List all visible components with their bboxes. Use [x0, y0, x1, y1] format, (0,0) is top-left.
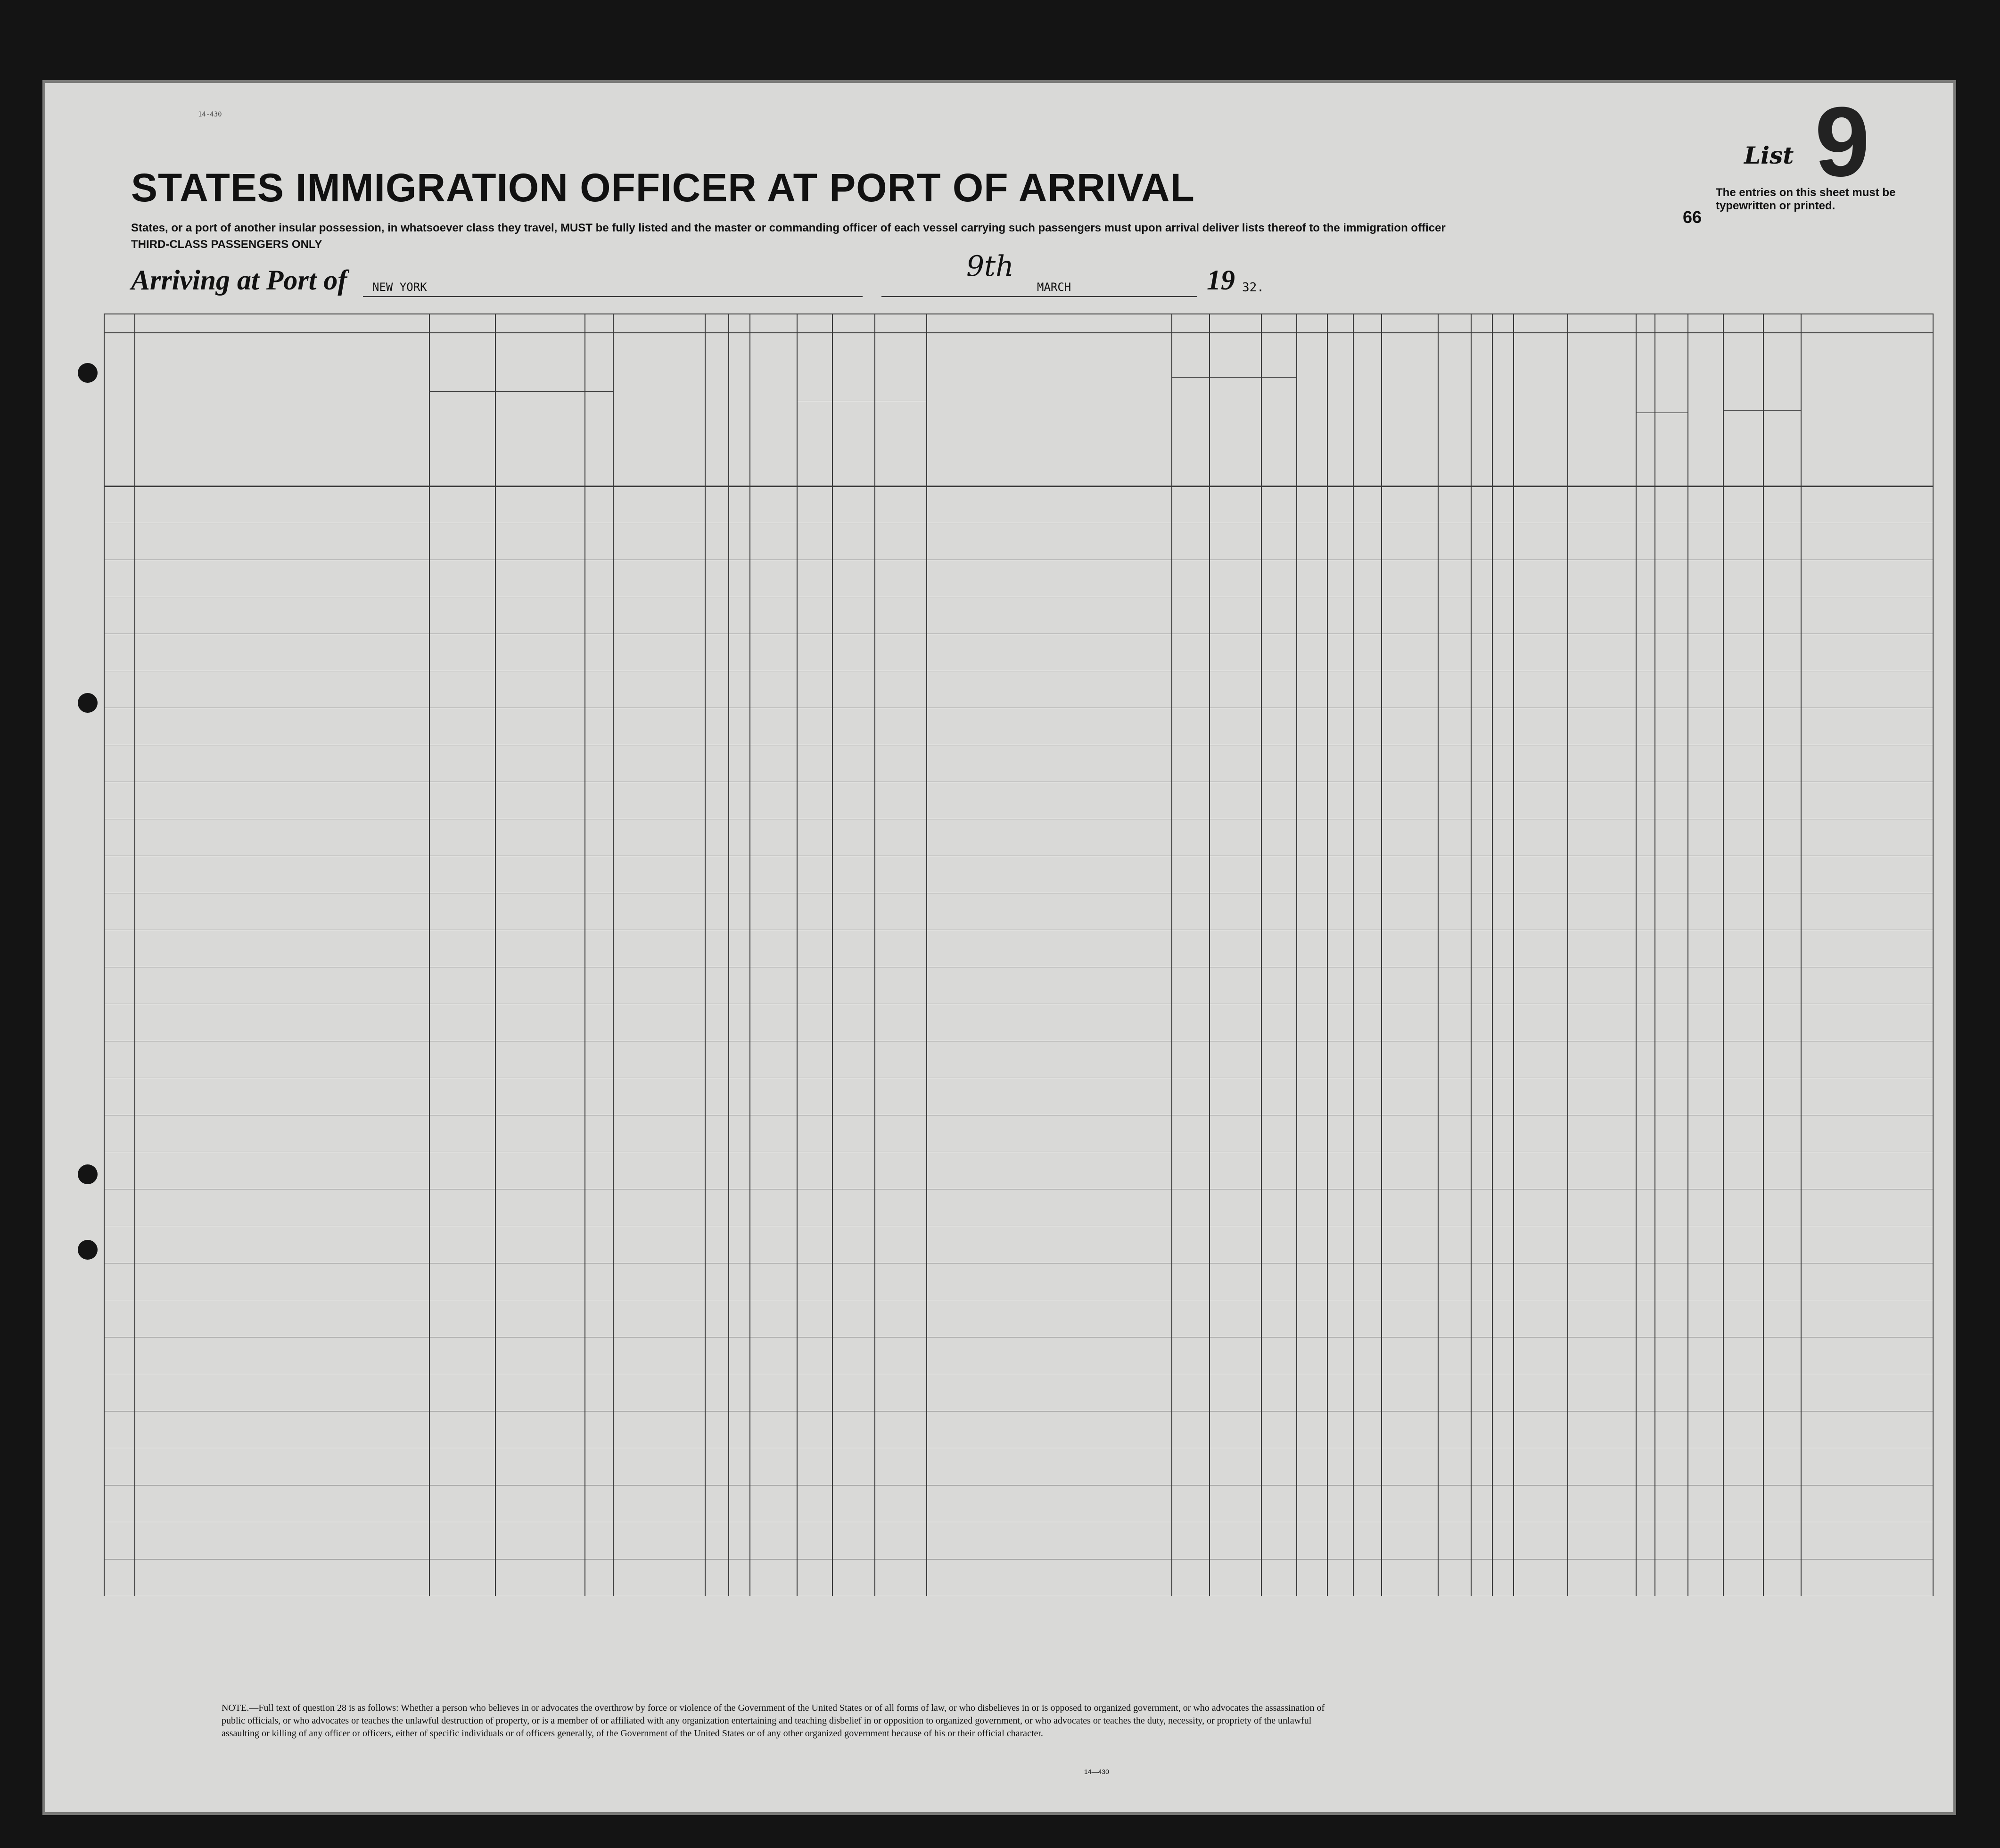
sub-rule: [1723, 410, 1801, 411]
column-rule: [1933, 314, 1934, 1596]
column-rule: [926, 314, 927, 1596]
day-value: 9th: [966, 250, 1014, 283]
column-rule: [1381, 314, 1382, 1596]
column-rule: [1763, 314, 1764, 1596]
column-rule: [1687, 314, 1688, 1596]
date-underline: [881, 296, 1197, 297]
column-rule: [1171, 314, 1172, 1596]
punch-hole: [78, 1240, 98, 1260]
column-rule: [1513, 314, 1514, 1596]
column-rule: [495, 314, 496, 1596]
column-number-rule: [104, 332, 1933, 333]
manifest-sheet: [42, 80, 1956, 1815]
port-value: NEW YORK: [372, 280, 427, 294]
sub-rule: [1171, 377, 1296, 378]
sub-rule: [495, 391, 613, 392]
column-rule: [134, 314, 135, 1596]
column-rule: [429, 314, 430, 1596]
column-rule: [1327, 314, 1328, 1596]
year-prefix: 19: [1207, 264, 1235, 296]
column-rule: [104, 314, 105, 1596]
column-rule: [705, 314, 706, 1596]
column-rule: [613, 314, 614, 1596]
column-rule: [1654, 314, 1655, 1596]
column-rule: [1801, 314, 1802, 1596]
footnote: NOTE.—Full text of question 28 is as follows: Whether a person who believes in or advocates the overthrow by force or violence of the Government of the United States or of all forms of law, or who disbelieves in or is opposed to organized government, or who advocates the assassination of public officials, or who advocates or teaches the unlawful destruction of property, or is a member of or affiliated with any organization entertaining and teaching disbelief in or opposition to organized government, or who advocates or teaches the duty, necessity, or propriety of the unlawful assaulting or killing of any officer or officers, either of specific individuals or of officers generally, of the Government of the United States or of any other organized government because of his or their official character.: [222, 1703, 1325, 1739]
column-rule: [1209, 314, 1210, 1596]
list-number: 9: [1815, 86, 1870, 197]
arriving-label: Arriving at Port of: [131, 264, 347, 296]
column-rule: [1261, 314, 1262, 1596]
column-rule: [1438, 314, 1439, 1596]
sheet-note-number: 66: [1683, 207, 1702, 227]
column-rule: [1353, 314, 1354, 1596]
column-rule: [797, 314, 798, 1596]
sheet-note: The entries on this sheet must be typewritten or printed.: [1716, 186, 1896, 212]
month-value: MARCH: [1037, 280, 1071, 294]
sub-rule: [429, 391, 495, 392]
top-form-code: 14-430: [198, 111, 222, 118]
port-underline: [363, 296, 863, 297]
intro-line: States, or a port of another insular possession, in whatsoever class they travel, MUST be fully listed and the master or commanding officer of each vessel carrying such passengers must upon arrival deliver lists thereof to the immigration officer: [131, 222, 1446, 234]
year-suffix: 32.: [1242, 280, 1264, 295]
column-rule: [832, 314, 833, 1596]
punch-hole: [78, 1164, 98, 1184]
column-rule: [1492, 314, 1493, 1596]
column-rule: [584, 314, 585, 1596]
header-bottom-rule: [104, 486, 1933, 487]
column-rule: [1636, 314, 1637, 1596]
bottom-form-code: 14—430: [1084, 1768, 1109, 1775]
sub-rule: [1636, 412, 1687, 413]
column-rule: [1296, 314, 1297, 1596]
list-label: List: [1744, 141, 1794, 169]
punch-hole: [78, 693, 98, 713]
class-line: THIRD-CLASS PASSENGERS ONLY: [131, 238, 322, 251]
column-rule: [1471, 314, 1472, 1596]
column-rule: [874, 314, 875, 1596]
column-rule: [749, 314, 750, 1596]
punch-hole: [78, 363, 98, 383]
column-rule: [1567, 314, 1568, 1596]
page-title: STATES IMMIGRATION OFFICER AT PORT OF ARRIVAL: [131, 165, 1195, 210]
column-rule: [1723, 314, 1724, 1596]
column-rule: [728, 314, 729, 1596]
